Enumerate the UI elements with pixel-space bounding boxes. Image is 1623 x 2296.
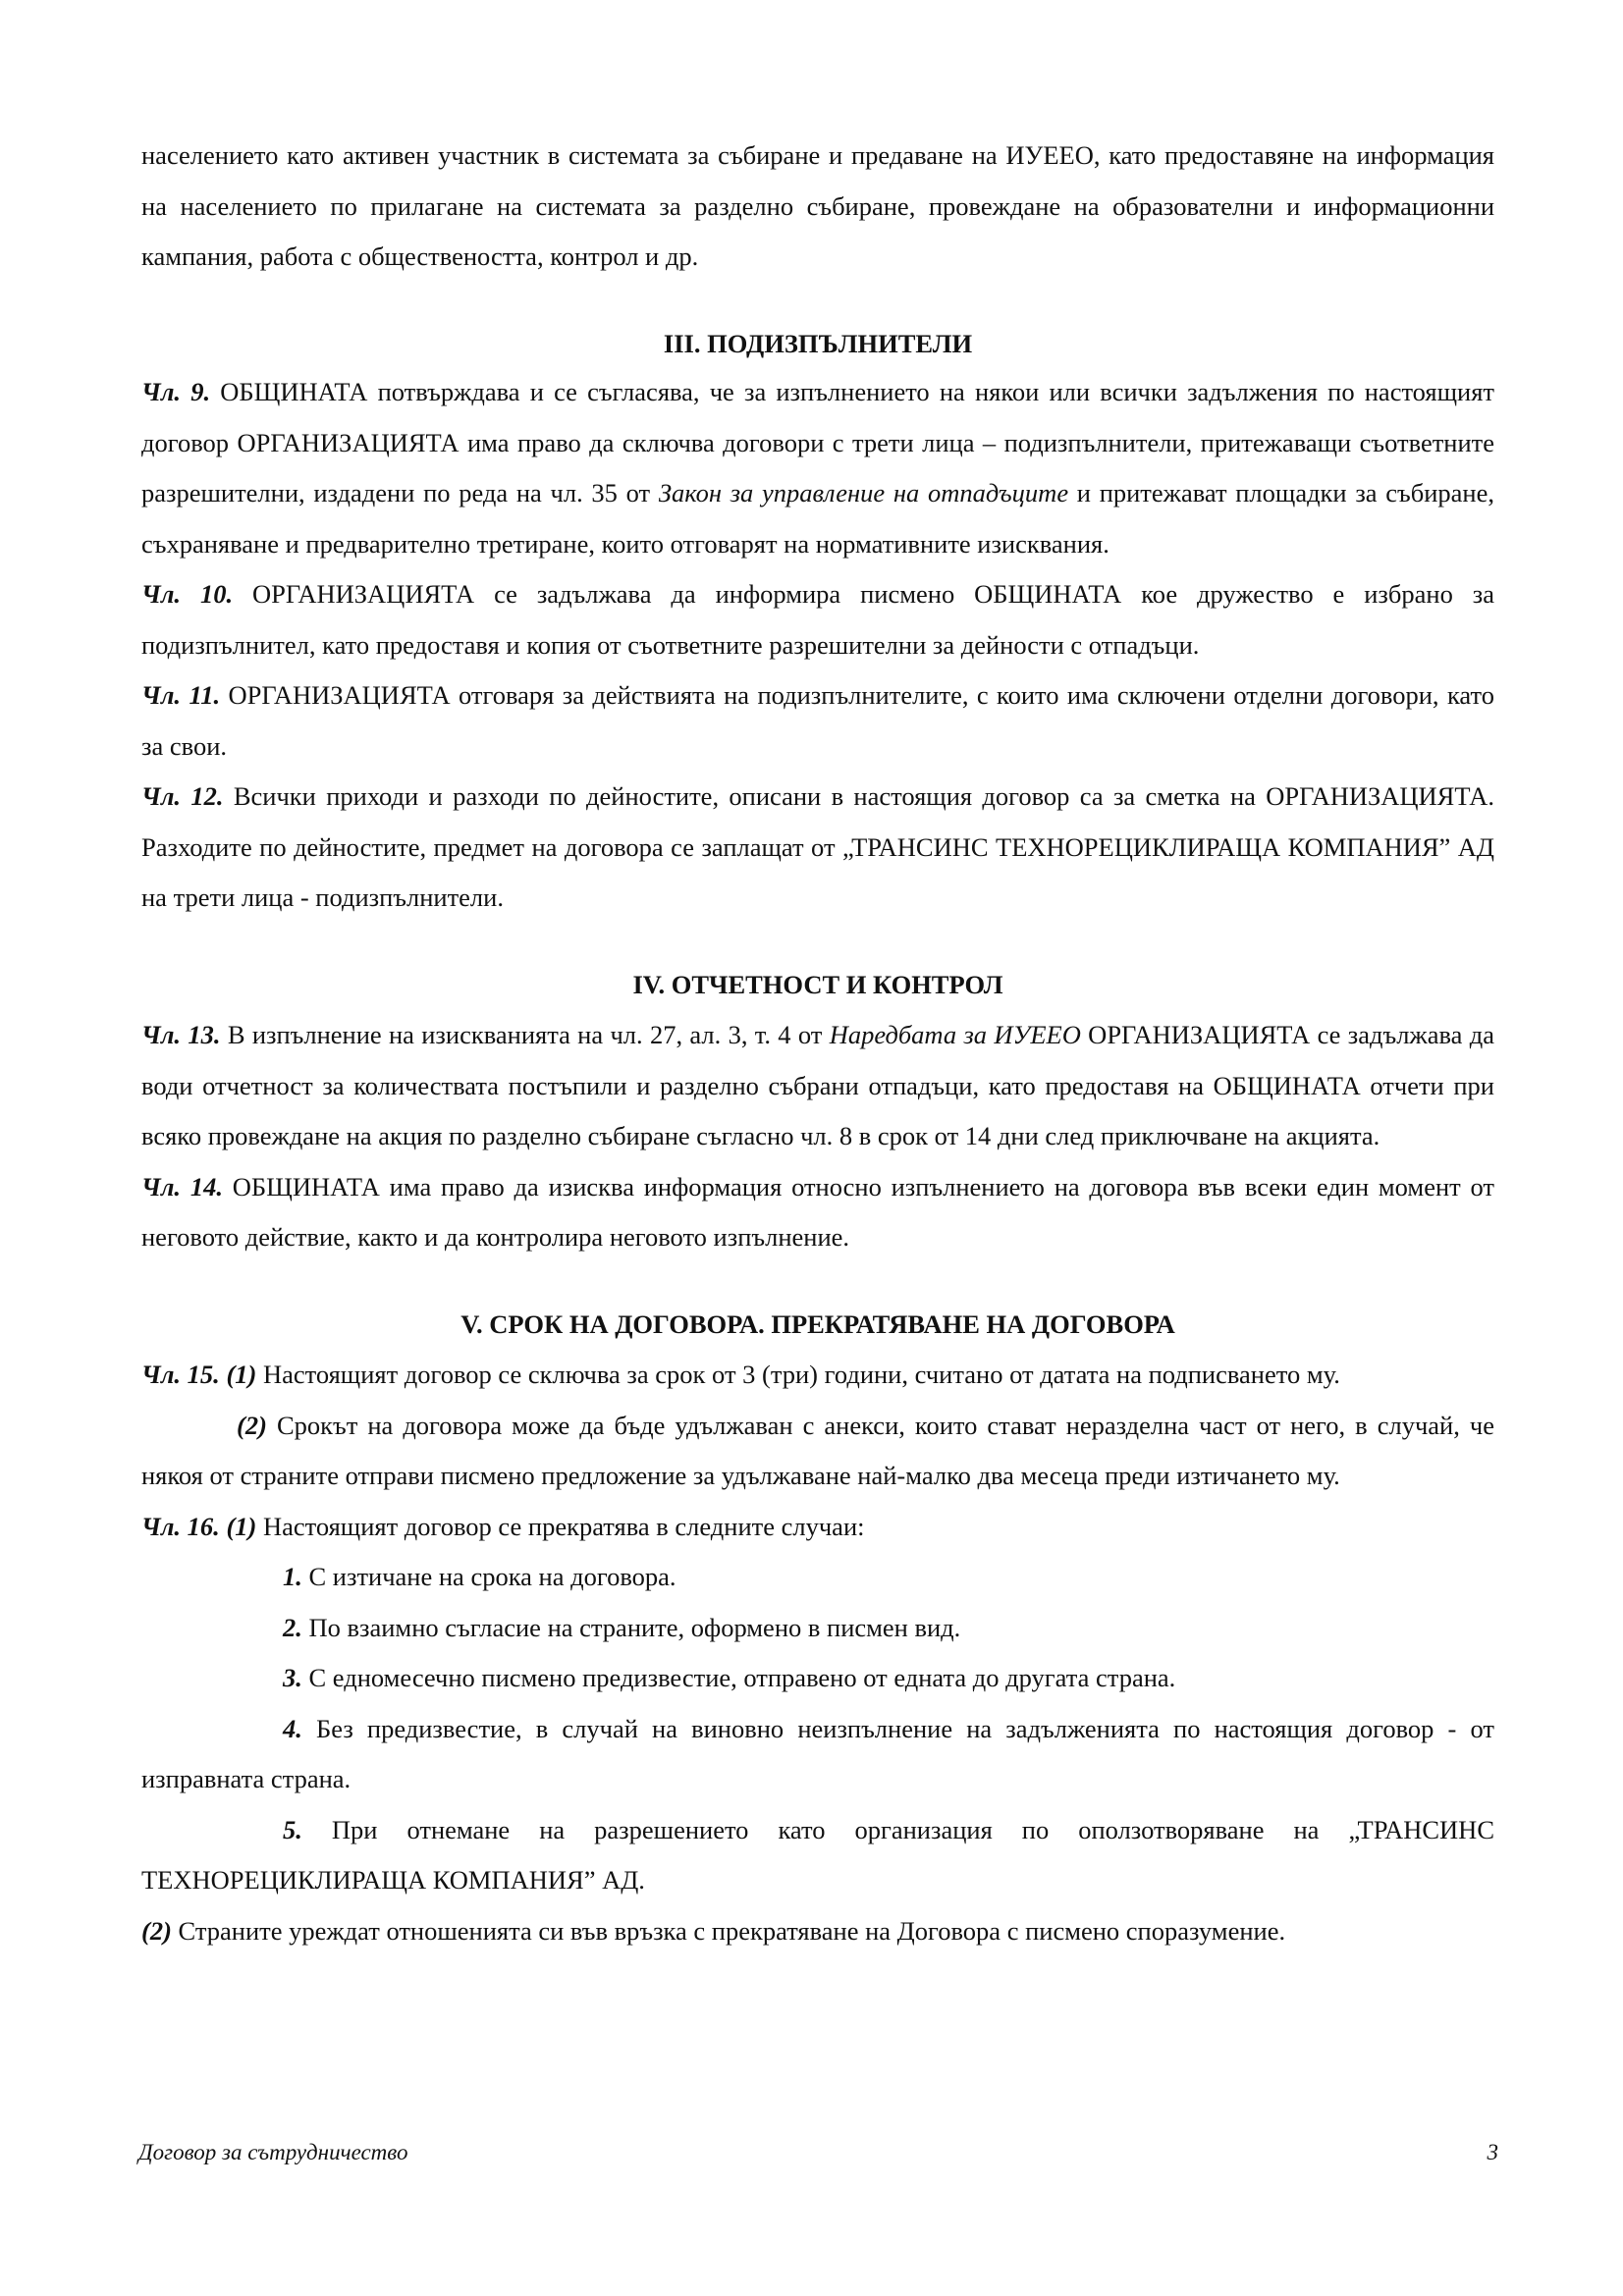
item-number: 4. [283, 1713, 302, 1743]
item-text: Без предизвестие, в случай на виновно неизпълнение на задълженията по настоящия договор - от изправната страна. [141, 1713, 1494, 1793]
article-10 [141, 569, 1494, 670]
page-number: 3 [1487, 2140, 1498, 2164]
article-9-law-reference: Закон за управление на отпадъците [658, 478, 1069, 507]
item-text: По взаимно съгласие на страните, оформено в писмен вид. [301, 1612, 961, 1642]
article-16-item-1 [141, 1552, 1494, 1603]
article-11-label: Чл. 11. [141, 680, 221, 710]
article-15-point-1: (1) [219, 1360, 257, 1389]
article-14-label: Чл. 14. [141, 1171, 223, 1201]
article-15-text-1: Настоящият договор се сключва за срок от 3 (три) години, считано от датата на подписването му. [256, 1360, 1340, 1389]
article-16-para-2 [141, 1906, 1494, 1957]
article-15-para-2 [141, 1401, 1494, 1502]
article-14-text: ОБЩИНАТА има право да изисква информация относно изпълнението на договора във всеки един момент от неговото действие, както и да контролира неговото изпълнение. [141, 1171, 1494, 1252]
item-number: 2. [283, 1612, 302, 1642]
page-footer [138, 2140, 1498, 2165]
article-15-label: Чл. 15. [141, 1360, 220, 1389]
article-11-text: ОРГАНИЗАЦИЯТА отговаря за действията на подизпълнителите, с които има сключени отделни договори, като за свои. [141, 680, 1494, 761]
footer-document-title: Договор за сътрудничество [138, 2140, 408, 2164]
intro-paragraph: населението като активен участник в системата за събиране и предаване на ИУЕЕО, като предоставяне на информация на населението по прилагане на системата за разделно събиране, провеждане на образователни и информационни кампания, работа с обществеността, контрол и др. [141, 140, 1494, 271]
article-12-label: Чл. 12. [141, 781, 224, 811]
article-10-label: Чл. 10. [141, 579, 234, 609]
section-4-heading: IV. ОТЧЕТНОСТ И КОНТРОЛ [632, 969, 1003, 999]
item-number: 1. [283, 1562, 302, 1591]
article-13-text-b: ОРГАНИЗАЦИЯТА се задължава да води отчетност за количествата постъпили и разделно събрани отпадъци, като предоставя на ОБЩИНАТА отчети при всяко провеждане на акция по разделно събиране съгласно чл. 8 в срок от 14 дни след приключване на акцията. [141, 1020, 1494, 1150]
document-page [141, 0, 1494, 1956]
section-3-heading: III. ПОДИЗПЪЛНИТЕЛИ [663, 328, 973, 358]
article-11 [141, 670, 1494, 772]
article-9 [141, 367, 1494, 569]
article-16-text-2: Страните уреждат отношенията си във връзка с прекратяване на Договора с писмено споразумение. [171, 1915, 1286, 1946]
article-16-item-3 [141, 1653, 1494, 1704]
article-12 [141, 772, 1494, 924]
item-number: 5. [283, 1814, 302, 1844]
section-5-heading: V. СРОК НА ДОГОВОРА. ПРЕКРАТЯВАНЕ НА ДОГОВОРА [460, 1308, 1175, 1339]
article-16-item-2 [141, 1603, 1494, 1654]
item-text: С едномесечно писмено предизвестие, отправено от едната до другата страна. [301, 1663, 1176, 1692]
article-16-point-2: (2) [141, 1915, 172, 1946]
article-13 [141, 1010, 1494, 1162]
article-12-text: Всички приходи и разходи по дейностите, описани в настоящия договор са за сметка на ОРГАНИЗАЦИЯТА. Разходите по дейностите, предмет на договора се заплащат от „ТРАНСИНС ТЕХНОРЕЦИКЛИРАЩА КОМПАНИЯ” АД на трети лица - подизпълнители. [141, 781, 1494, 912]
article-10-text: ОРГАНИЗАЦИЯТА се задължава да информира писмено ОБЩИНАТА кое дружество е избрано за подизпълнител, като предоставя и копия от съответните разрешителни за дейности с отпадъци. [141, 579, 1494, 660]
article-15-para-1 [141, 1350, 1494, 1401]
item-text: С изтичане на срока на договора. [301, 1562, 676, 1591]
article-9-text-b: и притежават площадки за събиране, съхраняване и предварително третиране, които отговарят на нормативните изисквания. [141, 478, 1494, 559]
article-9-text-a: ОБЩИНАТА потвърждава и се съгласява, че за изпълнението на някои или всички задължения по настоящият договор ОРГАНИЗАЦИЯТА има право да сключва договори с трети лица – подизпълнители, притежаващи съответните разрешителни, издадени по реда на чл. 35 от [141, 377, 1494, 507]
article-16-label: Чл. 16. [141, 1511, 220, 1541]
article-16-text-1: Настоящият договор се прекратява в следните случаи: [256, 1511, 865, 1541]
article-13-text-a: В изпълнение на изискванията на чл. 27, ал. 3, т. 4 от [220, 1020, 830, 1049]
article-15-text-2: Срокът на договора може да бъде удължаван с анекси, които стават неразделна част от него, в случай, че някоя от страните отправи писмено предложение за удължаване най-малко два месеца преди изтичането му. [141, 1410, 1494, 1490]
article-16-item-5 [141, 1805, 1494, 1906]
item-text: При отнемане на разрешението като организация по оползотворяване на „ТРАНСИНС ТЕХНОРЕЦИКЛИРАЩА КОМПАНИЯ” АД. [141, 1814, 1494, 1895]
article-15-point-2: (2) [237, 1410, 267, 1440]
article-16-para-1 [141, 1502, 1494, 1553]
article-16-item-4 [141, 1704, 1494, 1805]
article-9-label: Чл. 9. [141, 377, 211, 406]
article-14 [141, 1162, 1494, 1263]
article-16-point-1: (1) [219, 1511, 257, 1541]
item-number: 3. [283, 1663, 302, 1692]
article-13-label: Чл. 13. [141, 1020, 221, 1049]
article-13-regulation-reference: Наредбата за ИУЕЕО [829, 1020, 1081, 1049]
